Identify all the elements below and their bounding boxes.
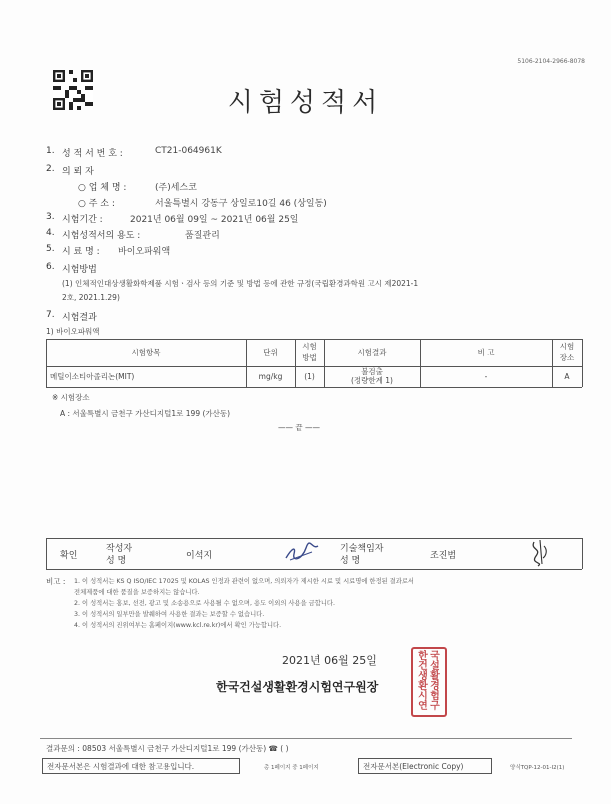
client-address-value: 서울특별시 강동구 상일로10길 46 (상일동) — [155, 199, 327, 209]
test-method-line-1: (1) 인체적인대상생활화학제품 시험ㆍ검사 등의 기준 및 방법 등에 관한 규정(국립환경과학원 고시 제2021-1 — [62, 279, 419, 288]
client-company-label: ○ 업 체 명 : — [78, 183, 127, 193]
item-5-label: 시 료 명 : — [62, 247, 100, 257]
row-remark: - — [484, 372, 488, 381]
header-place-1: 시험 — [559, 342, 575, 351]
item-3-no: 3. — [46, 212, 55, 222]
document-number: 5106-2104-2966-8078 — [517, 58, 585, 65]
header-result: 시험결과 — [357, 348, 387, 357]
item-3-label: 시험기간 : — [62, 215, 103, 225]
row-result-1: 불검출 — [361, 367, 383, 376]
tech-manager-name: 조진범 — [430, 551, 457, 561]
test-place-address: A : 서울특별시 금천구 가산디지털1로 199 (가산동) — [60, 409, 231, 418]
client-address-label: ○ 주 소 : — [78, 199, 115, 209]
official-seal-stamp: 한 국 건 설 생 활 환 경 시 험 연 구 — [411, 647, 447, 717]
header-remark: 비 고 — [477, 348, 495, 357]
header-unit: 단위 — [263, 348, 278, 357]
header-test-item: 시험항목 — [131, 348, 161, 357]
report-purpose: 품질관리 — [185, 231, 220, 241]
item-4-no: 4. — [46, 228, 55, 238]
footer-note-box — [42, 758, 240, 774]
test-method-line-2: 2호, 2021.1.29) — [62, 293, 120, 302]
remark-3: 3. 이 성적서의 일부만을 발췌하여 사용한 결과는 보증할 수 없습니다. — [74, 611, 265, 618]
result-sample-subtitle: 1) 바이오파워액 — [46, 327, 100, 336]
header-place-2: 장소 — [559, 353, 575, 362]
issue-date: 2021년 06월 25일 — [282, 654, 377, 667]
tech-manager-signature-icon — [528, 538, 550, 568]
header-method-2: 방법 — [302, 353, 317, 362]
remark-1-cont: 전체제품에 대한 품질을 보증하지는 않습니다. — [74, 589, 200, 596]
remark-2: 2. 이 성적서는 홍보, 선전, 광고 및 소송용으로 사용될 수 없으며, 용도 이외의 사용을 금합니다. — [74, 600, 336, 607]
institute-name: 한국건설생활환경시험연구원장 — [216, 680, 379, 694]
end-mark: —— 끝 —— — [278, 423, 321, 432]
tech-manager-name-label: 성 명 — [340, 556, 361, 566]
author-signature-icon — [282, 540, 322, 564]
item-5-no: 5. — [46, 244, 55, 254]
item-7-label: 시험결과 — [62, 313, 97, 323]
page-count: 총 1페이지 중 1페이지 — [264, 765, 319, 771]
item-1-no: 1. — [46, 146, 55, 156]
row-unit: mg/kg — [258, 372, 283, 381]
electronic-copy-label: 전자문서본(Electronic Copy) — [363, 762, 464, 771]
row-place: A — [564, 372, 570, 381]
remark-1: 1. 이 성적서는 KS Q ISO/IEC 17025 및 KOLAS 인정과 관련이 없으며, 의뢰자가 제시한 시료 및 시료명에 한정된 결과로서 — [74, 578, 414, 585]
author-label: 작성자 — [106, 544, 133, 554]
inquiry-info: 결과문의 : 08503 서울특별시 금천구 가산디지털1로 199 (가산동) ☎ ( ) — [46, 744, 289, 753]
item-2-no: 2. — [46, 164, 55, 174]
item-6-no: 6. — [46, 262, 55, 272]
row-test-item: 메틸이소티아졸리논(MIT) — [50, 372, 135, 381]
item-7-no: 7. — [46, 310, 55, 320]
tech-manager-label: 기술책임자 — [340, 544, 384, 554]
client-company-value: (주)세스코 — [155, 183, 197, 193]
item-2-label: 의 뢰 자 — [62, 167, 94, 177]
sample-name: 바이오파워액 — [118, 247, 171, 257]
page-title: 시험성적서 — [227, 88, 384, 118]
test-place-title: ※ 시험장소 — [52, 393, 90, 402]
row-method: (1) — [304, 372, 315, 381]
item-4-label: 시험성적서의 용도 : — [62, 231, 141, 241]
footer-note: 전자문서본은 시험결과에 대한 참고용입니다. — [47, 762, 195, 771]
remark-4: 4. 이 성적서의 진위여부는 홈페이지(www.kcl.re.kr)에서 확인 가능합니다. — [74, 622, 282, 629]
confirm-label: 확인 — [60, 551, 78, 561]
header-method-1: 시험 — [302, 342, 317, 351]
author-name: 이석지 — [186, 551, 213, 561]
remarks-label: 비고 : — [46, 577, 66, 586]
electronic-copy-box — [358, 758, 492, 774]
item-6-label: 시험방법 — [62, 265, 97, 275]
form-number: 양식TQP-12-01-I2(1) — [510, 765, 565, 771]
test-period: 2021년 06월 09일 ~ 2021년 06월 25일 — [130, 215, 299, 225]
author-name-label: 성 명 — [106, 556, 127, 566]
report-number: CT21-064961K — [155, 146, 222, 156]
row-result-2: (정량한계 1) — [351, 376, 393, 385]
item-1-label: 성 적 서 번 호 : — [62, 149, 123, 159]
